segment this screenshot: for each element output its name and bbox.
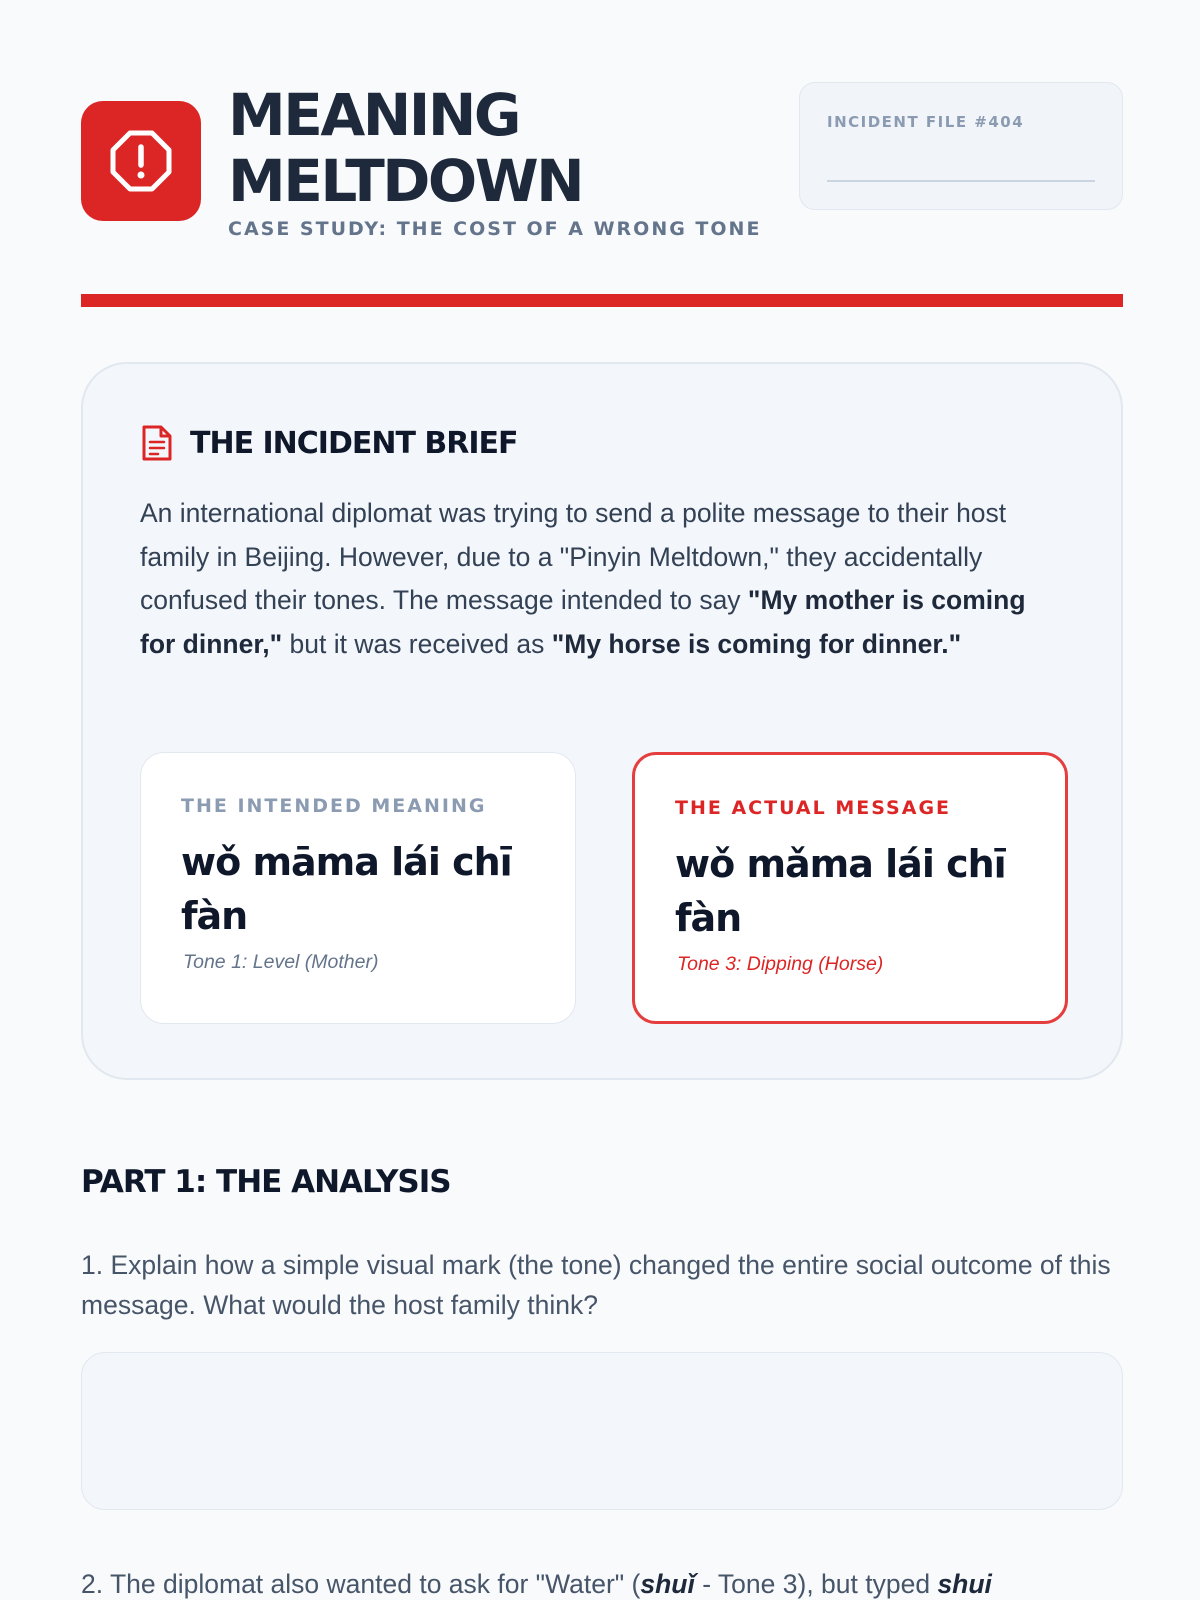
brief-paragraph [140,492,1030,666]
actual-note: Tone 3: Dipping (Horse) [677,953,884,975]
incident-file-input-line[interactable] [827,180,1095,182]
question-2 [81,1564,1141,1600]
incident-file-box[interactable] [799,82,1123,210]
incident-brief-card [81,362,1123,1080]
question-1: 1. Explain how a simple visual mark (the tone) changed the entire social outcome of this message. What would the host family think? [81,1250,1111,1320]
actual-pinyin: wǒ mǎma lái chī fàn [675,842,1006,940]
brief-heading-row [140,424,517,462]
question-2-word-2: shui [937,1569,992,1599]
header [81,82,1121,242]
intended-pinyin: wǒ māma lái chī fàn [181,840,512,938]
intended-label: THE INTENDED MEANING [181,795,487,817]
intended-meaning-card [140,752,576,1024]
intended-note: Tone 1: Level (Mother) [183,951,379,973]
brief-text-1: An international diplomat was trying to send a polite message to their host family in Beijing. However, due to a "Pinyin Meltdown," they accidentally confused their tones. The message intended to say [140,498,1007,615]
actual-label: THE ACTUAL MESSAGE [675,797,952,819]
brief-text-2: but it was received as [282,628,552,659]
question-2-text-1: 2. The diplomat also wanted to ask for "Water" ( [81,1569,641,1599]
page-title: MEANING MELTDOWN [228,81,583,215]
alert-octagon-icon [109,129,173,193]
part1-heading: PART 1: THE ANALYSIS [81,1164,451,1200]
title-block [228,82,788,240]
actual-message-card [632,752,1068,1024]
incident-file-label: INCIDENT FILE #404 [827,113,1025,131]
header-divider [81,294,1123,307]
document-icon [140,424,174,462]
brief-text-bold-1: "My mother is coming for dinner," [140,585,1026,659]
logo-badge [81,101,201,221]
page-subtitle: CASE STUDY: THE COST OF A WRONG TONE [228,218,762,240]
brief-text-bold-2: "My horse is coming for dinner." [551,628,962,659]
question-2-word-1: shuǐ [640,1569,695,1599]
answer-box-1[interactable] [81,1352,1123,1510]
brief-heading: THE INCIDENT BRIEF [190,425,518,461]
question-2-text-2: - Tone 3), but typed [694,1569,938,1599]
